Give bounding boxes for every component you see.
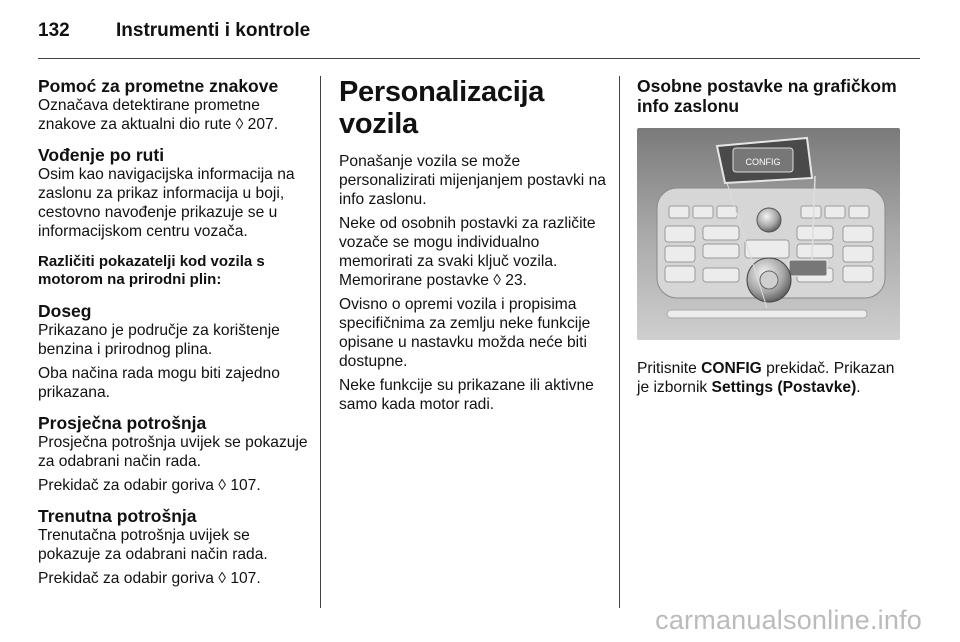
text-route-guidance: Osim kao navigacijska informacija na zaslonu za prikaz informacija u boji, cestovno navođenje prikazuje se u informacijskom centru vozača. xyxy=(38,166,295,240)
column-left xyxy=(38,76,310,588)
column-divider-1 xyxy=(320,76,321,608)
config-button-label: CONFIG xyxy=(745,157,781,167)
column-middle xyxy=(339,76,609,414)
watermark: carmanualsonline.info xyxy=(655,605,922,635)
header-rule xyxy=(38,58,920,59)
heading-route-guidance: Vođenje po ruti xyxy=(38,145,165,165)
text-personalization-4: Neke funkcije su prikazane ili aktivne samo kada motor radi. xyxy=(339,377,594,413)
text-range-1: Prikazano je područje za korištenje benzina i prirodnog plina. xyxy=(38,322,280,358)
caption-text-2: prekidač. Prikazan je izbornik xyxy=(637,360,895,396)
text-average-consumption-1: Prosječna potrošnja uvijek se pokazuje za odabrani način rada. xyxy=(38,434,308,470)
text-traffic-signs: Označava detektirane prometne znakove za aktualni dio rute ◊ 207. xyxy=(38,97,279,133)
text-personalization-1: Ponašanje vozila se može personalizirati mijenjanjem postavki na info zaslonu. xyxy=(339,153,606,208)
caption-settings: Settings (Postavke) xyxy=(711,379,857,396)
caption-config: CONFIG xyxy=(701,360,762,377)
text-range-2: Oba načina rada mogu biti zajedno prikazana. xyxy=(38,365,280,401)
heading-average-consumption: Prosječna potrošnja xyxy=(38,413,207,433)
text-current-consumption-2: Prekidač za odabir goriva ◊ 107. xyxy=(38,570,261,587)
page-number: 132 xyxy=(38,20,70,41)
caption-text-3: . xyxy=(856,379,861,396)
heading-cng-indicators: Različiti pokazatelji kod vozila s motorom na prirodni plin: xyxy=(38,253,265,288)
caption-text-1: Pritisnite xyxy=(637,360,702,377)
text-personalization-3: Ovisno o opremi vozila i propisima specifičnima za zemlju neke funkcije opisane u nastavku možda neće biti dostupne. xyxy=(339,296,591,370)
console-photo xyxy=(637,128,900,340)
text-current-consumption-1: Trenutačna potrošnja uvijek se pokazuje za odabrani način rada. xyxy=(38,527,268,563)
column-divider-2 xyxy=(619,76,620,608)
page-title: Instrumenti i kontrole xyxy=(116,20,311,41)
heading-range: Doseg xyxy=(38,301,92,321)
photo-caption xyxy=(637,359,907,397)
heading-current-consumption: Trenutna potrošnja xyxy=(38,506,197,526)
heading-traffic-signs: Pomoć za prometne znakove xyxy=(38,76,279,96)
column-right xyxy=(637,76,907,397)
heading-vehicle-personalization: Personalizacija vozila xyxy=(339,76,545,140)
text-average-consumption-2: Prekidač za odabir goriva ◊ 107. xyxy=(38,477,261,494)
text-personalization-2: Neke od osobnih postavki za različite vozače se mogu individualno memorirati za svaki ključ vozila. Memorirane postavke ◊ 23. xyxy=(339,215,596,289)
heading-personal-settings: Osobne postavke na grafičkom info zaslonu xyxy=(637,76,897,116)
page-header xyxy=(38,20,310,42)
